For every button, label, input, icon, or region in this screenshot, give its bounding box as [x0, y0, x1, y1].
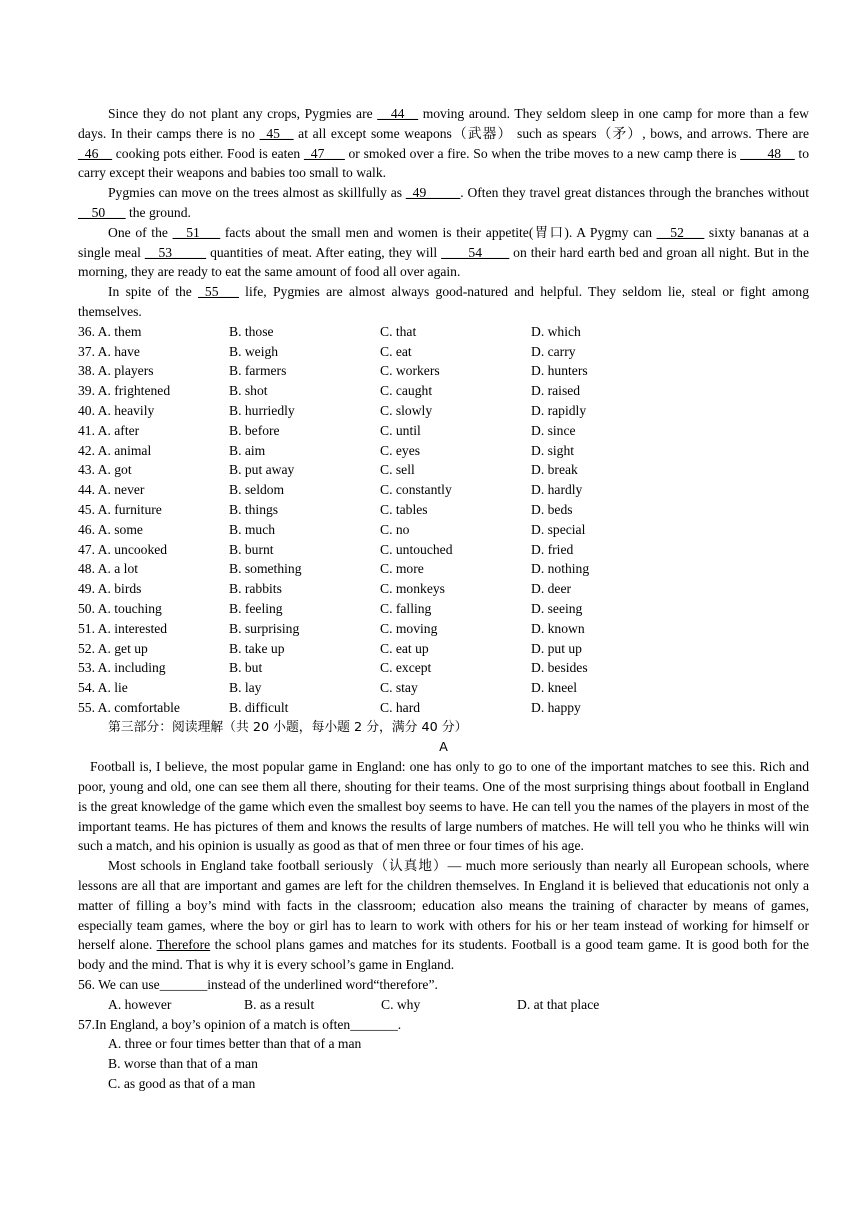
document-page [78, 104, 809, 1094]
option-row-37: 37. A. have B. weigh C. eat D. carry [78, 343, 576, 359]
option-56-c: C. why [381, 996, 421, 1012]
blank-49: _49_____ [405, 185, 461, 201]
cloze-paragraph-4: In spite of the _55___ life, Pygmies are almost always good-natured and helpful. They seldom lie, steal or fight among themselves. [78, 284, 809, 319]
option-row-54: 54. A. lie B. lay C. stay D. kneel [78, 680, 578, 696]
option-row-42: 42. A. animal B. aim C. eyes D. sight [78, 442, 575, 458]
question-57-stem: 57.In England, a boy’s opinion of a match is often_______. [78, 1016, 402, 1032]
blank-44: __44__ [377, 106, 419, 121]
question-56-stem: 56. We can use_______instead of the underlined word“therefore”. [78, 977, 438, 993]
option-57-c: C. as good as that of a man [108, 1076, 256, 1092]
blank-45: _45__ [259, 125, 294, 141]
option-row-39: 39. A. frightened B. shot C. caught D. raised [78, 383, 581, 399]
option-row-36: 36. A. them B. those C. that D. which [78, 323, 581, 339]
option-row-53: 53. A. including B. but C. except D. besides [78, 660, 588, 676]
cloze-paragraph-3: One of the __51___ facts about the small men and women is their appetite(胃口). A Pygmy can __52___ sixty bananas at a single meal __53_____ quantities of meat. After eating, they will ____54____ on their hard earth bed and groan all night. But in the morning, they are ready to eat the same amount of food all over again. [78, 224, 809, 280]
blank-54: ____54____ [441, 244, 510, 260]
cloze-paragraph-1: Since they do not plant any crops, Pygmies are __44__ moving around. They seldom sleep in one camp for more than a few days. In their camps there is no _45__ at all except some weapons（武器） such as spears（矛）, bows, and arrows. There are _46__ cooking pots either. Food is eaten _47___ or smoked over a fire. So when the tribe moves to a new camp there is ____48__ to carry except their weapons and babies too small to walk. [78, 106, 810, 181]
blank-52: __52___ [656, 224, 705, 240]
option-row-43: 43. A. got B. put away C. sell D. break [78, 462, 578, 478]
section-title: 第三部分：阅读理解（共 20 小题，每小题 2 分，满分 40 分） [108, 719, 468, 735]
option-row-46: 46. A. some B. much C. no D. special [78, 521, 586, 537]
option-row-47: 47. A. uncooked B. burnt C. untouched D. fried [78, 541, 574, 557]
option-row-49: 49. A. birds B. rabbits C. monkeys D. deer [78, 581, 572, 597]
reading-paragraph-1: Football is, I believe, the most popular game in England: one has only to go to one of the important matches to see this. Rich and poor, young and old, one can see them all there, shouting for their teams. One of the most surprising things about football in England is the great knowledge of the game which even the smallest boy seems to have. He can tell you the names of the players in most of the important teams. He has pictures of them and knows the results of large numbers of matches. He will tell you who he thinks will win such a match, and his opinion is usually as good as that of men three or four times of his age. [78, 759, 809, 854]
blank-53: __53_____ [144, 244, 207, 260]
option-56-b: B. as a result [244, 996, 315, 1012]
question-56-options [78, 995, 809, 1015]
option-row-51: 51. A. interested B. surprising C. moving D. known [78, 620, 585, 636]
option-57-a: A. three or four times better than that of a man [108, 1036, 362, 1052]
blank-51: __51___ [172, 224, 221, 240]
cloze-paragraph-2: Pygmies can move on the trees almost as skillfully as _49_____. Often they travel great distances through the branches without __50___ the ground. [78, 185, 809, 220]
blank-46: _46__ [78, 145, 112, 161]
option-row-55: 55. A. comfortable B. difficult C. hard D. happy [78, 699, 581, 715]
option-row-48: 48. A. a lot B. something C. more D. nothing [78, 561, 590, 577]
part-label: A [439, 739, 448, 755]
cloze-options [78, 322, 809, 718]
option-row-40: 40. A. heavily B. hurriedly C. slowly D. rapidly [78, 402, 587, 418]
option-row-45: 45. A. furniture B. things C. tables D. beds [78, 501, 573, 517]
reading-paragraph-2: Most schools in England take football seriously（认真地）— much more seriously than nearly all European schools, where lessons are all that are important and games are left for the children themselves. In England it is believed that educationis not only a matter of filling a boy’s mind with facts in the classroom; education also means the training of character by means of games, especially team games, where the boy or girl has to learn to work with others for his or her team instead of working for himself or herself alone. Therefore the school plans games and matches for its students. Football is a good team game. It is good both for the body and the mind. That is why it is every school’s game in England. [78, 858, 809, 973]
option-row-44: 44. A. never B. seldom C. constantly D. hardly [78, 482, 583, 498]
blank-50: __50___ [78, 204, 126, 220]
blank-47: _47___ [303, 145, 345, 161]
option-row-41: 41. A. after B. before C. until D. since [78, 422, 576, 438]
underlined-word: Therefore [156, 937, 211, 953]
blank-48: ____48__ [740, 145, 795, 161]
option-row-38: 38. A. players B. farmers C. workers D. hunters [78, 363, 588, 379]
option-row-50: 50. A. touching B. feeling C. falling D. seeing [78, 600, 583, 616]
blank-55: _55___ [198, 284, 239, 300]
option-56-a: A. however [108, 996, 172, 1012]
option-56-d: D. at that place [517, 996, 600, 1012]
option-row-52: 52. A. get up B. take up C. eat up D. put up [78, 640, 582, 656]
option-57-b: B. worse than that of a man [108, 1056, 258, 1072]
